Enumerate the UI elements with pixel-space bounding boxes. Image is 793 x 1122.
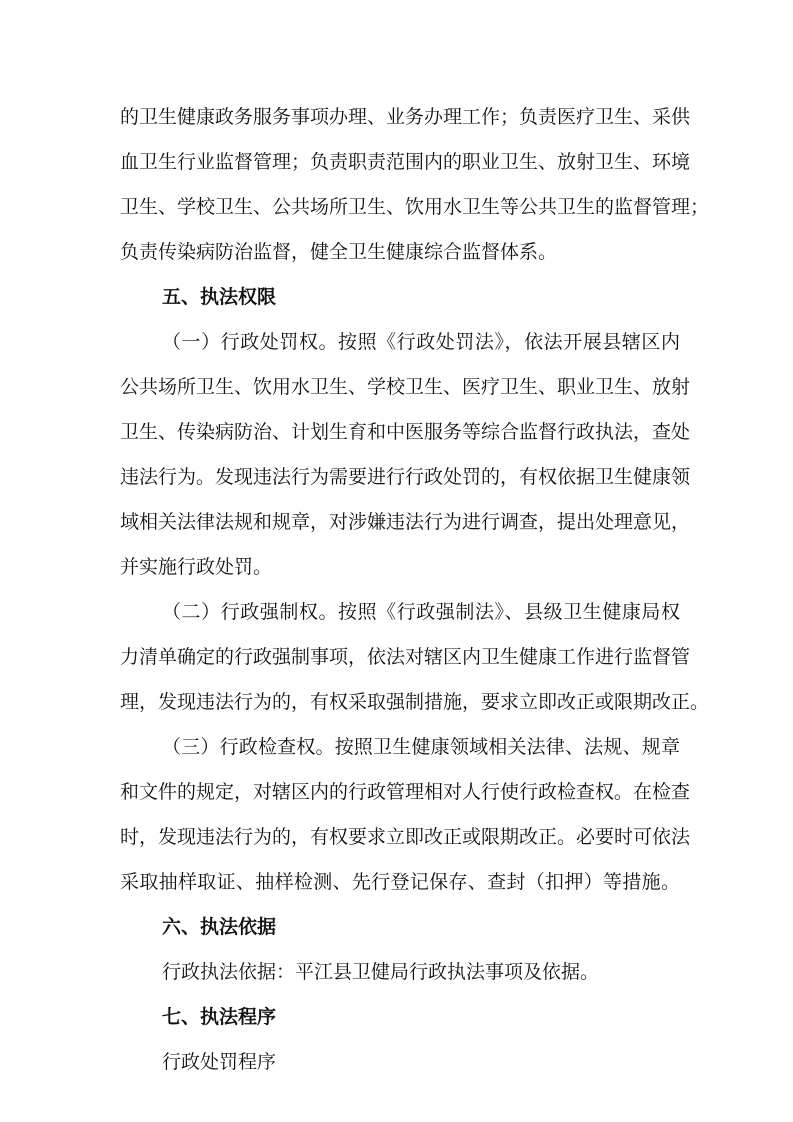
para-1-line-3: 卫生、传染病防治、计划生育和中医服务等综合监督行政执法，查处	[120, 421, 691, 443]
section-4-line-4: 负责传染病防治监督，健全卫生健康综合监督体系。	[120, 241, 558, 263]
heading-enforcement-basis: 六、执法依据	[162, 916, 277, 938]
procedure-text: 行政处罚程序	[162, 1051, 277, 1073]
para-3-line-4: 采取抽样取证、抽样检测、先行登记保存、查封（扣押）等措施。	[120, 871, 680, 893]
para-3-line-3: 时，发现违法行为的，有权要求立即改正或限期改正。必要时可依法	[120, 826, 691, 848]
para-3-line-1: （三）行政检查权。按照卫生健康领域相关法律、法规、规章	[162, 736, 680, 758]
para-2-line-3: 理，发现违法行为的，有权采取强制措施，要求立即改正或限期改正。	[120, 691, 710, 713]
basis-text: 行政执法依据：平江县卫健局行政执法事项及依据。	[162, 961, 600, 983]
para-1-line-6: 并实施行政处罚。	[120, 556, 273, 578]
heading-enforcement-authority: 五、执法权限	[162, 286, 277, 308]
para-2-line-2: 力清单确定的行政强制事项，依法对辖区内卫生健康工作进行监督管	[120, 646, 691, 668]
para-3-line-2: 和文件的规定，对辖区内的行政管理相对人行使行政检查权。在检查	[120, 781, 691, 803]
heading-enforcement-procedure: 七、执法程序	[162, 1006, 277, 1028]
section-4-line-2: 血卫生行业监督管理；负责职责范围内的职业卫生、放射卫生、环境	[120, 151, 691, 173]
para-1-line-5: 域相关法律法规和规章，对涉嫌违法行为进行调查，提出处理意见，	[120, 511, 691, 533]
para-1-line-2: 公共场所卫生、饮用水卫生、学校卫生、医疗卫生、职业卫生、放射	[120, 376, 691, 398]
section-4-line-1: 的卫生健康政务服务事项办理、业务办理工作；负责医疗卫生、采供	[120, 106, 691, 128]
section-4-line-3: 卫生、学校卫生、公共场所卫生、饮用水卫生等公共卫生的监督管理；	[120, 196, 710, 218]
para-2-line-1: （二）行政强制权。按照《行政强制法》、县级卫生健康局权	[162, 601, 680, 623]
para-1-line-4: 违法行为。发现违法行为需要进行行政处罚的，有权依据卫生健康领	[120, 466, 691, 488]
para-1-line-1: （一）行政处罚权。按照《行政处罚法》，依法开展县辖区内	[162, 331, 680, 353]
